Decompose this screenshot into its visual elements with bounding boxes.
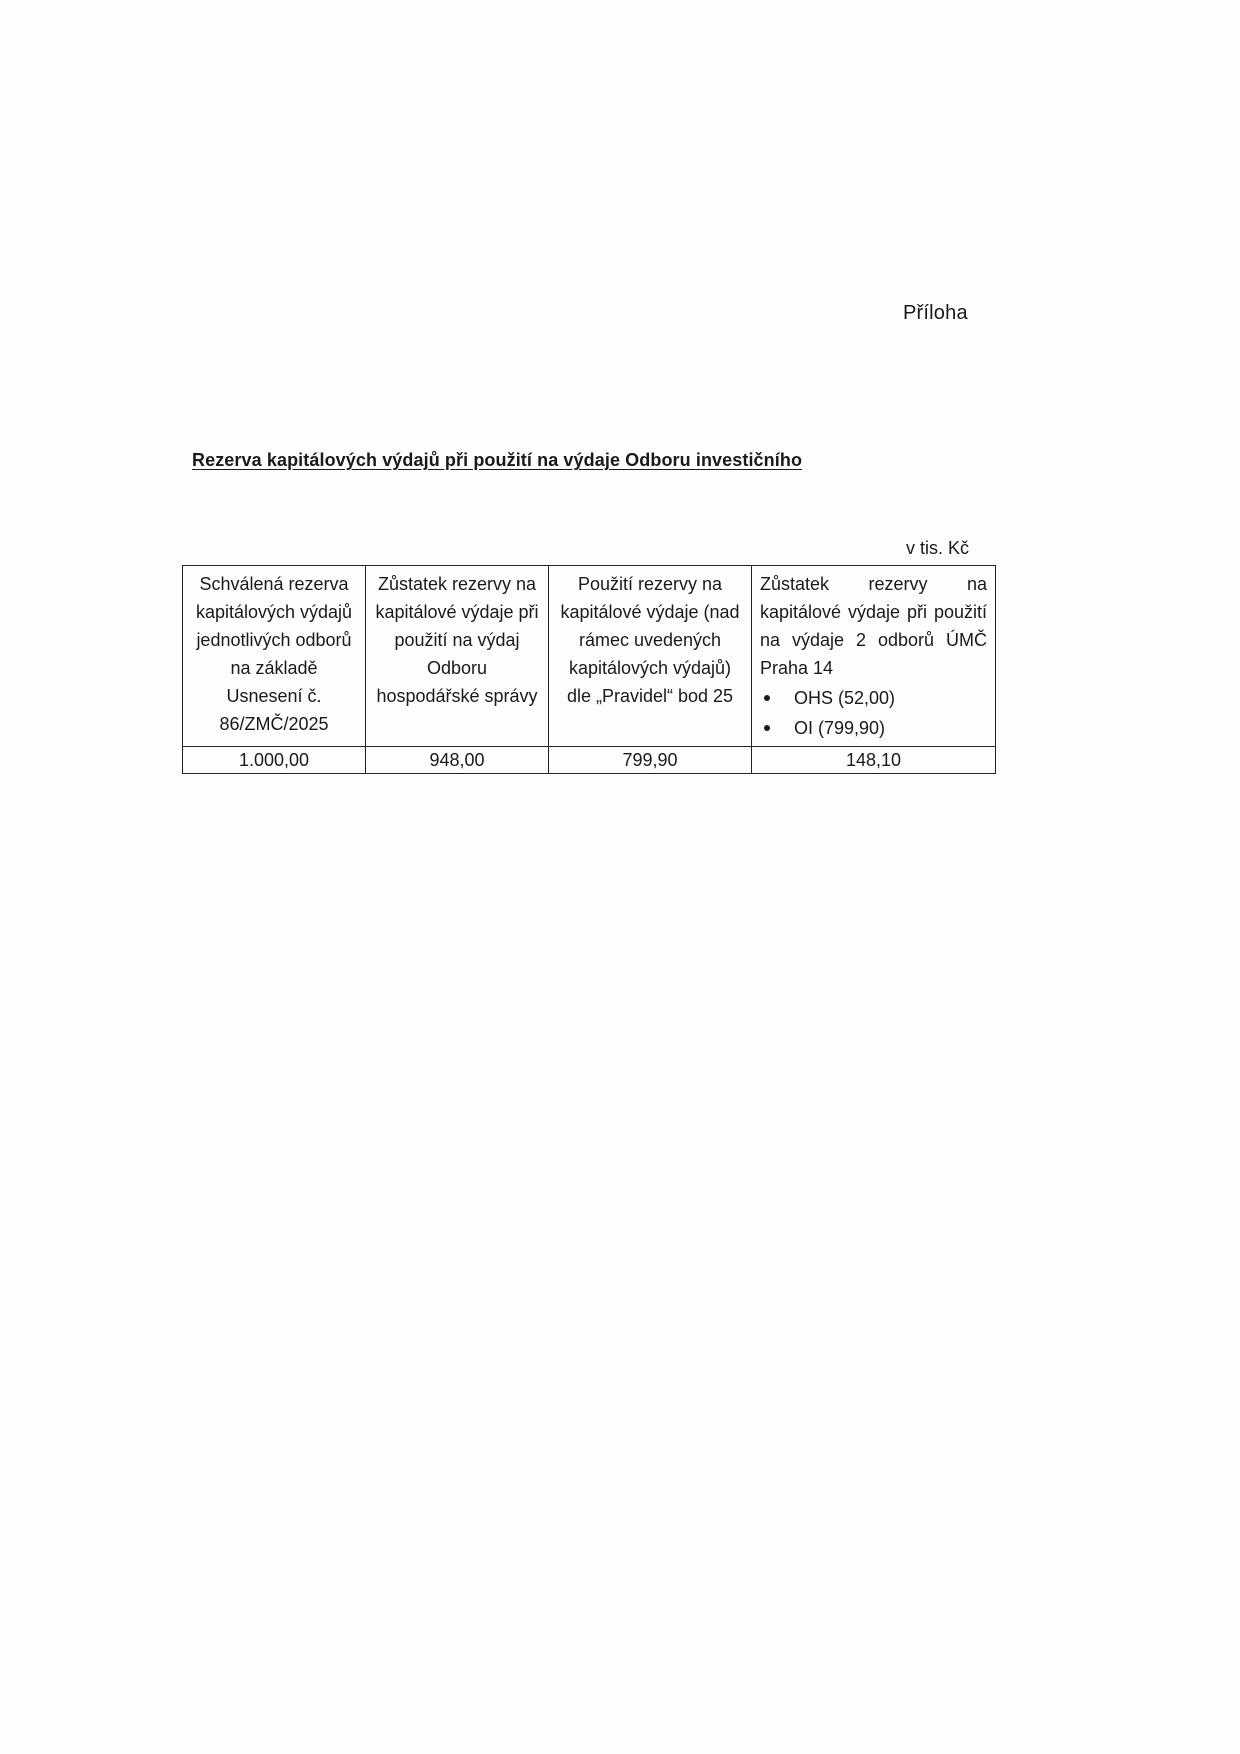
header-balance-text: Zůstatek rezervy na kapitálové výdaje při použití na výdaje 2 odborů ÚMČ Praha 14 xyxy=(760,574,987,678)
department-list xyxy=(760,684,987,742)
header-balance-after-ohs: Zůstatek rezervy na kapitálové výdaje při použití na výdaj Odboru hospodářské správy xyxy=(366,566,549,747)
bullet-icon xyxy=(764,695,770,701)
list-item xyxy=(760,684,987,712)
document-title: Rezerva kapitálových výdajů při použití na výdaje Odboru investičního xyxy=(192,450,803,470)
header-balance-after-two-departments xyxy=(752,566,996,747)
table-header-row xyxy=(183,566,996,747)
department-item-oi: OI (799,90) xyxy=(794,718,886,738)
table-row xyxy=(183,747,996,774)
list-item xyxy=(760,714,987,742)
value-balance-after-ohs: 948,00 xyxy=(366,747,549,774)
value-approved-reserve: 1.000,00 xyxy=(183,747,366,774)
header-approved-reserve: Schválená rezerva kapitálových výdajů jednotlivých odborů na základě Usnesení č. 86/ZMČ/2025 xyxy=(183,566,366,747)
bullet-icon xyxy=(764,725,770,731)
value-final-balance: 148,10 xyxy=(752,747,996,774)
annex-label: Příloha xyxy=(903,302,968,324)
unit-label: v tis. Kč xyxy=(906,538,970,558)
reserve-table xyxy=(182,565,996,774)
header-reserve-usage: Použití rezervy na kapitálové výdaje (nad rámec uvedených kapitálových výdajů) dle „Pravidel“ bod 25 xyxy=(549,566,752,747)
value-reserve-usage: 799,90 xyxy=(549,747,752,774)
department-item-ohs: OHS (52,00) xyxy=(794,688,896,708)
